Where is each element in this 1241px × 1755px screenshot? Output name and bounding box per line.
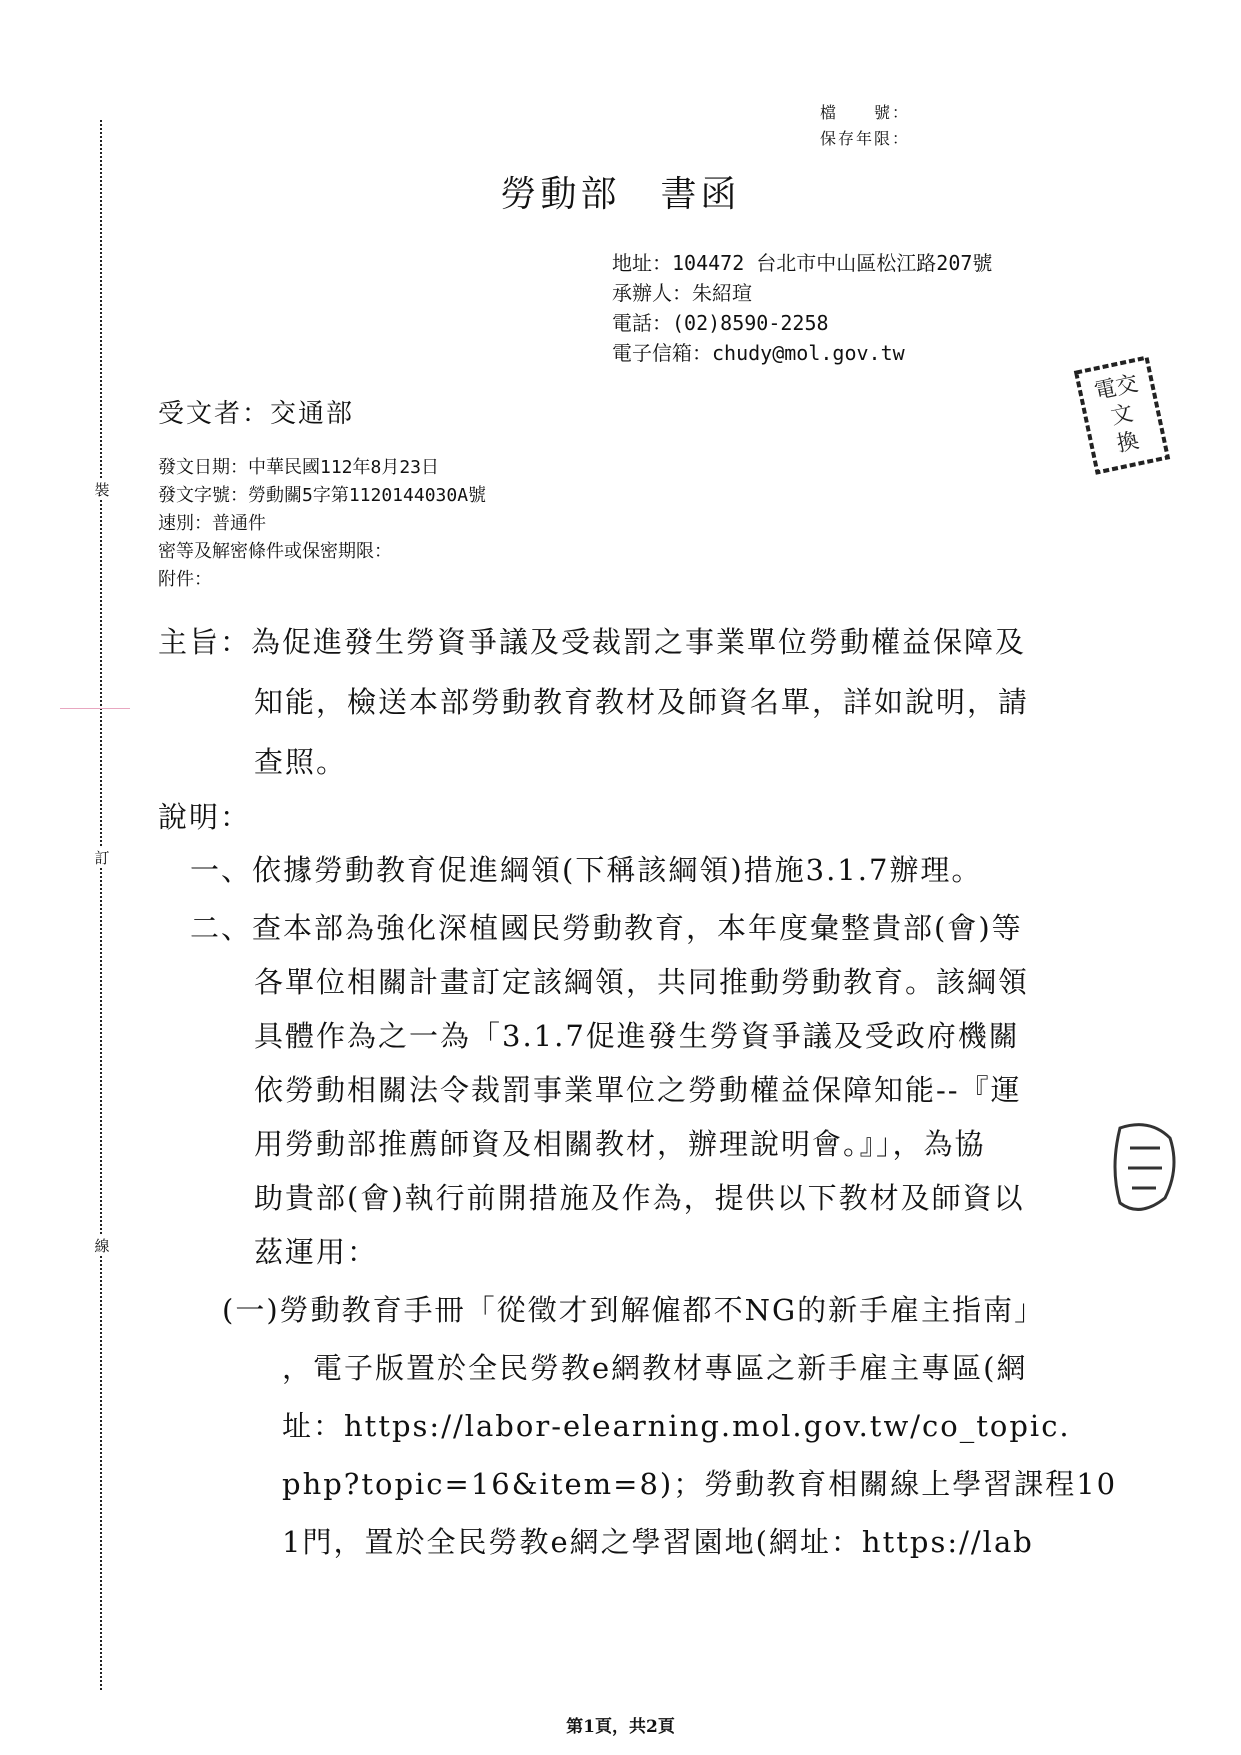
item-2-line-1: 二、查本部為強化深植國民勞動教育，本年度彙整貴部(會)等: [190, 911, 1023, 945]
svg-text:文: 文: [1108, 400, 1136, 431]
subitem-1-line-5: 1門，置於全民勞教e網之學習園地(網址：https://lab: [282, 1525, 1034, 1559]
item-2-line-7: 茲運用：: [254, 1235, 379, 1269]
item-2-line-4: 依勞動相關法令裁罰事業單位之勞動權益保障知能--『運: [254, 1073, 1022, 1107]
email: 電子信箱：chudy@mol.gov.tw: [612, 341, 905, 365]
explanation-label: 說明：: [158, 800, 252, 834]
page-number: 第1頁，共2頁: [566, 1717, 675, 1737]
exchange-stamp-icon: [1071, 353, 1172, 477]
retention-period-label: 保存年限：: [820, 129, 911, 148]
item-2-line-3: 具體作為之一為「3.1.7促進發生勞資爭議及受政府機關: [254, 1019, 1020, 1053]
partial-seal-icon: [1110, 1118, 1180, 1218]
subject-line-2: 知能，檢送本部勞動教育教材及師資名單，詳如說明，請: [254, 685, 1030, 719]
subitem-1-line-4: php?topic=16&item=8)；勞動教育相關線上學習課程10: [282, 1467, 1118, 1501]
handler: 承辦人：朱紹瑄: [612, 281, 752, 305]
document-type: 書函: [660, 174, 741, 215]
item-2-line-5: 用勞動部推薦師資及相關教材，辦理說明會。』」，為協: [254, 1127, 986, 1161]
binding-mark: [60, 708, 130, 709]
document-number: 發文字號：勞動關5字第1120144030A號: [158, 485, 487, 506]
agency-name: 勞動部: [500, 174, 621, 215]
delivery-speed: 速別：普通件: [158, 513, 266, 534]
item-1: 一、依據勞動教育促進綱領(下稱該綱領)措施3.1.7辦理。: [190, 853, 983, 887]
file-number-label: 檔 號：: [820, 103, 911, 122]
recipient: 受文者：交通部: [158, 399, 355, 429]
svg-text:電交: 電交: [1092, 371, 1141, 405]
file-info: [820, 100, 910, 152]
binding-label-ding: 訂: [92, 848, 112, 868]
item-2-line-6: 助貴部(會)執行前開措施及作為，提供以下教材及師資以: [254, 1181, 1025, 1215]
subitem-1-line-2: ，電子版置於全民勞教e網教材專區之新手雇主專區(網: [282, 1351, 1028, 1385]
phone: 電話：(02)8590-2258: [612, 311, 829, 335]
issue-date: 發文日期：中華民國112年8月23日: [158, 457, 440, 478]
subitem-1-line-1: (一)勞動教育手冊「從徵才到解僱都不NG的新手雇主指南」: [222, 1293, 1046, 1327]
contact-block: [612, 248, 992, 368]
address: 地址：104472 台北市中山區松江路207號: [612, 251, 993, 275]
svg-text:換: 換: [1114, 428, 1142, 458]
issuance-meta: [158, 454, 486, 594]
secrecy-level: 密等及解密條件或保密期限：: [158, 541, 392, 562]
document-title: [0, 166, 1241, 217]
subject-line-1: 主旨：為促進發生勞資爭議及受裁罰之事業單位勞動權益保障及: [158, 625, 1027, 659]
subitem-1-line-3: 址：https://labor-elearning.mol.gov.tw/co_topic.: [282, 1409, 1071, 1443]
subject-line-3: 查照。: [254, 745, 348, 779]
binding-label-xian: 線: [92, 1236, 112, 1256]
item-2-line-2: 各單位相關計畫訂定該綱領，共同推動勞動教育。該綱領: [254, 965, 1030, 999]
binding-label-zhuang: 裝: [92, 480, 112, 500]
binding-margin-line: [100, 120, 102, 1690]
attachment: 附件：: [158, 569, 212, 590]
